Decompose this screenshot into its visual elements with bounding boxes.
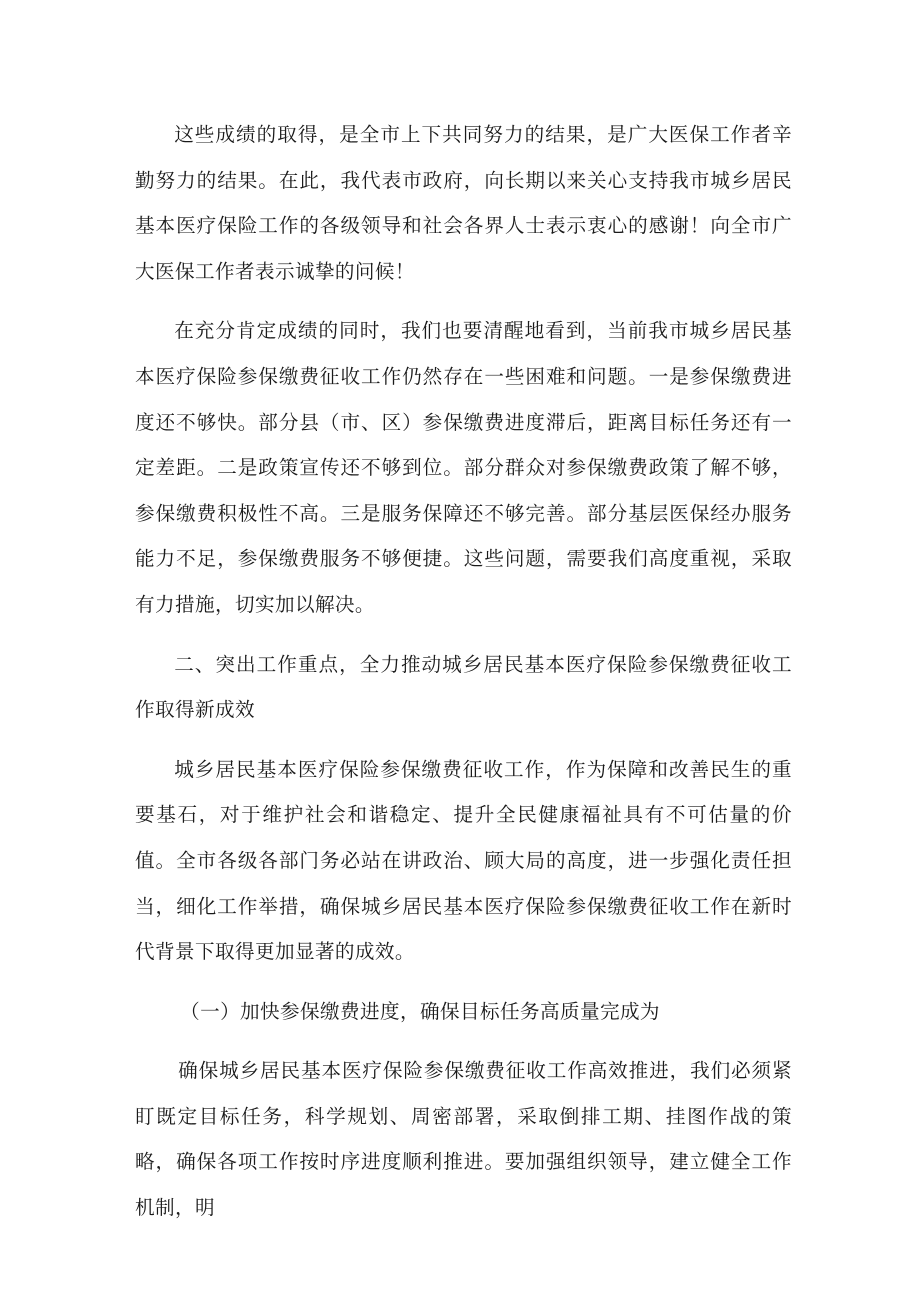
subsection-heading: （一）加快参保缴费进度，确保目标任务高质量完成为 xyxy=(180,999,660,1023)
section-heading: 二、突出工作重点，全力推动城乡居民基本医疗保险参保缴费征收工作取得新成效 xyxy=(135,652,792,722)
paragraph-importance: 城乡居民基本医疗保险参保缴费征收工作，作为保障和改善民生的重要基石，对于维护社会和谐稳定、提升全民健康福祉具有不可估量的价值。全市各级各部门务必站在讲政治、顾大局的高度，进一步强化责任担当，细化工作举措，确保城乡居民基本医疗保险参保缴费征收工作在新时代背景下取得更加显著的成效。 xyxy=(135,757,792,964)
paragraph-progress: 确保城乡居民基本医疗保险参保缴费征收工作高效推进，我们必须紧盯既定目标任务，科学规划、周密部署，采取倒排工期、挂图作战的策略，确保各项工作按时序进度顺利推进。要加强组织领导，建立健全工作机制，明 xyxy=(135,1059,792,1220)
paragraph-problems: 在充分肯定成绩的同时，我们也要清醒地看到，当前我市城乡居民基本医疗保险参保缴费征收工作仍然存在一些困难和问题。一是参保缴费进度还不够快。部分县（市、区）参保缴费进度滞后，距离目标任务还有一定差距。二是政策宣传还不够到位。部分群众对参保缴费政策了解不够，参保缴费积极性不高。三是服务保障还不够完善。部分基层医保经办服务能力不足，参保缴费服务不够便捷。这些问题，需要我们高度重视，采取有力措施，切实加以解决。 xyxy=(135,319,792,616)
paragraph-thanks: 这些成绩的取得，是全市上下共同努力的结果，是广大医保工作者辛勤努力的结果。在此，我代表市政府，向长期以来关心支持我市城乡居民基本医疗保险工作的各级领导和社会各界人士表示衷心的感谢！向全市广大医保工作者表示诚挚的问候！ xyxy=(135,123,792,283)
